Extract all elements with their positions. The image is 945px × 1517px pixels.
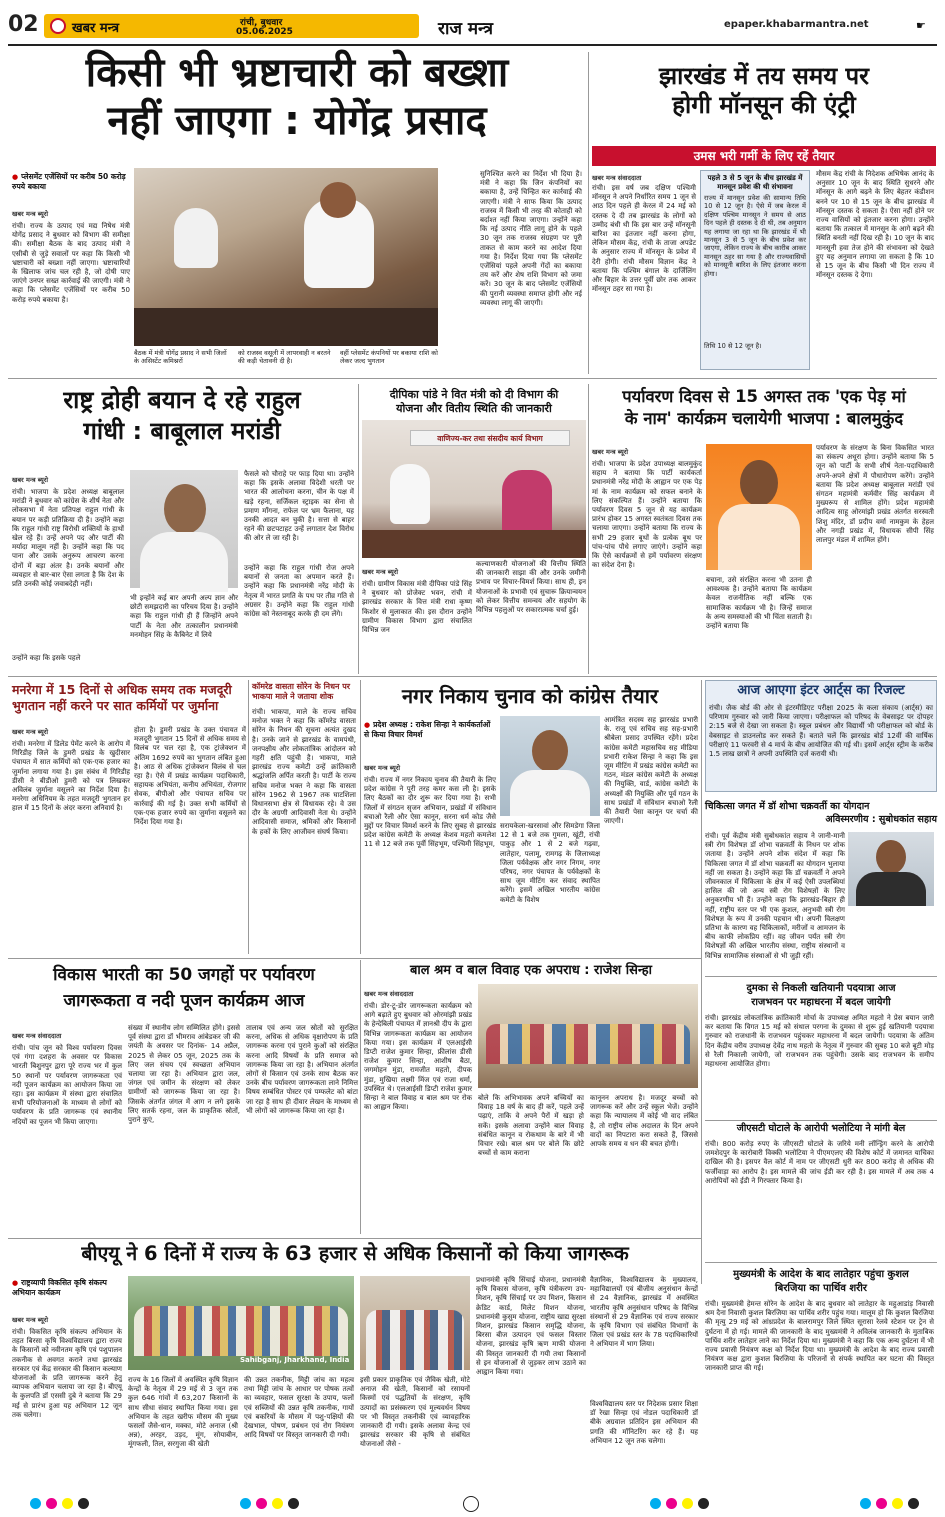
- registration-dot: [62, 1498, 73, 1509]
- dipika-col1: रांची। ग्रामीण विकास मंत्री दीपिका पांडे सिंह ने बुधवार को प्रोजेक्ट भवन, रांची में झारखंड सरकार के वित्त मंत्री राधा कृष्ण किशोर से मुलाकात की। इस दौरान उन्होंने ग्रामीण विकास विभाग द्वारा संचालित विभिन्न जन: [362, 580, 472, 635]
- people-group: [366, 1310, 464, 1370]
- lead-col4: इसी प्रकार प्राकृतिक एवं जैविक खेती, मोटे अनाज की खेती, किसानों को रसायनों किस्मों एवं पद्धतियों के संरक्षण, कृषि उत्पादों का प्रसंस्करण एवं मूल्यवर्धन विषय पर भी विस्तृत तकनीकी एवं व्यावहारिक जानकारी दी गयी। इसके अलावा केन्द्र एवं झारखंड सरकार की कृषि से संबंधित योजनाओं जैसे -: [360, 1376, 470, 1449]
- registration-dot: [256, 1498, 267, 1509]
- monsoon-col3: मौसम केंद्र रांची के निदेशक अभिषेक आनंद के अनुसार 10 जून के बाद स्थिति सुधरने और मॉनसून के आगे बढ़ने के लिए बेहतर कंडीशन बनने पर 10 से 15 जून के बीच झारखंड में मॉनसून दस्तक दे सकता है। ऐसा नहीं होने पर राज्य वासियों को इंतजार करना होगा। उन्होंने बताया कि तत्काल में मानसून के आगे बढ़ने की स्थिति बनती नहीं दिख रही है। 10 जून के बाद मानसूनी हवा तेज होने की संभावना को देखते हुए यह अनुमान लगाया जा सकता है कि 10 से 15 जून के बीच किसी भी दिन राज्य में मॉनसून दस्तक दे देगा।: [816, 170, 934, 280]
- lead-photo-2: [360, 1276, 470, 1370]
- lead-byline: खबर मन्त्र ब्यूरो: [12, 1316, 49, 1324]
- divider: [360, 960, 361, 1234]
- dipika-photo: [362, 420, 586, 558]
- divider: [588, 384, 589, 674]
- vikas-byline: खबर मन्त्र संवाददाता: [12, 1032, 62, 1040]
- congress-byline: खबर मन्त्र ब्यूरो: [364, 764, 401, 772]
- registration-dot: [860, 1498, 871, 1509]
- gst-text: रांची। 800 करोड़ रुपए के जीएसटी घोटाले के जरिये मनी लॉन्ड्रिंग करने के आरोपी जमशेदपुर के कारोबारी विक्की भलोटिया ने पीएमएलए की विशेष कोर्ट में जमानत याचिका दाखिल की है। इसपर वैल कोर्ट में नाम पर जीएसटी धुरी कर 800 करोड़ से अधिक की फर्जीवाड़ा का आरोप है। इस मामले की जांच ईडी कर रही है। इस मामले में अब तक 4 आरोपियों को ईडी ने गिरफ्तार किया है।: [705, 1140, 934, 1185]
- yogendra-caption-2: को राजस्व वसूली में लापरवाही न बरतने की कड़ी चेतावनी दी है।: [238, 349, 331, 365]
- registration-dot: [666, 1498, 677, 1509]
- mnrega-col2: होता है। डुमरी प्रखंड के उक्त पंचायत में मजदूरी भुगतान 15 दिनों से अधिक समय से विलंब पर चल रहा है, एक ट्रांजेक्शन में अंतिम 1692 रुपये का भुगतान लंबित हुआ है। आठ से अधिक ट्रांजेक्शन विलंब से चल रहा है। ऐसे में प्रखंड कार्यक्रम पदाधिकारी, सहायक अभियंता, कनीय अभियंता, रोजगार सेवक, बीपीओ और पंचायत सचिव पर कार्रवाई की गई है। उक्त सभी कर्मियों से एक-एक हजार रुपये का जुर्माना वसूलने का निर्देश दिया गया है।: [134, 726, 246, 827]
- person-head: [164, 484, 206, 534]
- divider: [8, 1238, 701, 1239]
- child-col2: बोले कि अभिभावक अपने बच्चियों का विवाह 18 वर्ष के बाद ही करें, पहले उन्हें पढ़ाएं, ताकि वे अपने पैरों में खड़ा हो सकें। इसके अलावा उन्होंने बाल विवाह संबंधित कानून व रोकथाम के बारे में भी विचार रखे। बाल श्रम पर बोले कि छोटे बच्चों से काम कराना: [478, 1094, 584, 1158]
- yogendra-byline: खबर मन्त्र ब्यूरो: [12, 210, 49, 218]
- divider: [358, 384, 359, 674]
- rahul-col-left-bottom: भी इन्होंने कई बार अपनी अल्प ज्ञान और छोटी समझदारी का परिचय दिया है। उन्होंने कहा कि राहुल गांधी ही हैं जिन्होंने अपने पार्टी के नेता और तत्कालीन प्रधानमंत्री मनमोहन सिंह के कैबिनेट में लिये: [130, 594, 238, 639]
- masthead-section: राज मन्त्र: [438, 19, 493, 39]
- bjp-col2: बचाना, उसे संरक्षित करना भी उतना ही आवश्यक है। उन्होंने बताया कि कार्यक्रम केवल राजनीतिक नहीं बल्कि एक सामाजिक कार्यक्रम भी है। जिन्हें समाज के अन्य समस्याओं की भी चिंता सताती है। उन्होंने बताया कि: [706, 576, 812, 631]
- mnrega-byline: खबर मन्त्र ब्यूरो: [12, 728, 49, 736]
- dipika-headline: दीपिका पांडे ने वित मंत्री को दी विभाग की योजना और वितीय स्थिति की जानकारी: [389, 388, 559, 415]
- yogendra-headline: किसी भी भ्रष्टाचारी को बख्शा नहीं जाएगा : योगेंद्र प्रसाद: [85, 50, 509, 144]
- registration-dot: [908, 1498, 919, 1509]
- vikas-col1: रांची। पांच जून को विश्व पर्यावरण दिवस एवं गंगा दशहरा के अवसर पर विकास भारती बिशुनपुर द्वारा पूरे राज्य भर में कुल 50 स्थानों पर पर्यावरण जागरूकता एवं नदी पूजन कार्यक्रम का आयोजन किया जा रहा। इस कार्यक्रम में संस्था द्वारा संचालित सभी परियोजनाओं के माध्यम से लोगों को पर्यावरण के प्रति जागरूक एवं स्थानीय नदियों का पूजन भी किया जाएगा।: [12, 1044, 122, 1126]
- registration-dot: [46, 1498, 57, 1509]
- registration-dot: [78, 1498, 89, 1509]
- monsoon-box-text: राज्य में मानसून प्रवेश की सामान्य तिथि 10 से 12 जून है। ऐसे में जब केरल में दक्षिण पश्चिम मानसून ने समय से आठ दिन पहले ही दस्तक दे दी थी, तब अनुमान यह लगाया जा रहा था कि झारखंड में भी मानसून 3 से 5 जून के बीच प्रवेश कर जाएगा, लेकिन राज्य के बीच कारीब आकर मानसून ठहर सा गया है और राज्यवासियों को मानसूनी बारिश के लिए इंतजार करना होगा।: [704, 194, 806, 278]
- yogendra-photo: [134, 168, 438, 346]
- shobha-text: रांची। पूर्व केंद्रीय मंत्री सुबोधकांत सहाय ने जानी-मानी स्त्री रोग विशेषज्ञ डॉ शोभा चक्रवर्ती के निधन पर शोक जताया है। उन्होंने अपने शोक संदेश में कहा कि चिकित्सा जगत में डॉ शोभा चक्रवर्ती का योगदान भुलाया नहीं जा सकता है। उन्होंने कहा कि डॉ चक्रवर्ती ने अपने जीवनकाल में चिकित्सा के क्षेत्र में कई ऐसी उपलब्धियां हासिल की जो अन्य स्त्री रोग विशेषज्ञों के लिए अनुकरणीय भी हैं। उन्होंने कहा कि झारखंड-बिहार ही नहीं, राष्ट्रीय स्तर पर भी एक कुशल, अनुभवी स्त्री रोग विशेषज्ञ के रूप में उनकी पहचान थी। अपनी विलक्षण प्रतिभा के कारण वह चिकित्सकों, मरीजों व आमजन के बीच काफी लोकप्रिय रहीं। वह जीवन पर्यंत स्त्री रोग विशेषज्ञों की अखिल भारतीय संस्था, राष्ट्रीय संस्थानों व विभिन्न सामाजिक संस्थाओं से भी जुड़ी रहीं।: [705, 832, 845, 960]
- mukhyamantri-headline: मुख्यमंत्री के आदेश के बाद लातेहार पहुंचा कुशल बिरजिया का पार्थिव शरीर: [733, 1269, 909, 1294]
- divider: [588, 52, 589, 374]
- yogendra-caption-3: वहीं प्लेसमेंट कंपनियों पर बकाया राशि को लेकर जल्द भुगतान: [340, 349, 438, 365]
- mnrega-col1: रांची। मनरेगा में डिलेड पेमेंट करने के आरोप में गिरिडीह जिले के डुमरी प्रखंड के खुदीसार पंचायत में सात कर्मियों को एक-एक हजार का जुर्माना लगाया गया है। इस संबंध में गिरिडीह डीसी ने बीडीओ डुमरी को पत्र लिखकर अविलंब जुर्माना वसूलने का निर्देश दिया है। मनरेगा अधिनियम के तहत मजदूरी भुगतान हर हाल में 15 दिनों के अंदर करना अनिवार्य है।: [12, 740, 130, 813]
- person-head: [740, 460, 778, 506]
- mnrega-headline: मनरेगा में 15 दिनों से अधिक समय तक मजदूरी भुगतान नहीं करने पर सात कर्मियों पर जुर्माना: [12, 682, 232, 713]
- congress-kicker: ● प्रदेश अध्यक्ष : राकेश सिन्हा ने कार्यकर्ताओं से किया विचार विमर्श: [364, 720, 494, 739]
- monsoon-box-title: पहले 3 से 5 जून के बीच झारखंड में मानसून प्रवेश की थी संभावना: [707, 174, 803, 191]
- rakesh-photo: [500, 716, 600, 816]
- dipika-byline: खबर मन्त्र ब्यूरो: [362, 568, 399, 576]
- divider: [705, 1262, 937, 1263]
- child-headline: बाल श्रम व बाल विवाह एक अपराध : राजेश सिन्हा: [409, 963, 653, 978]
- registration-dot: [30, 1498, 41, 1509]
- dipika-col2: कल्याणकारी योजनाओं की वित्तीय स्थिति की जानकारी साझा की और उनके जमीनी प्रभाव पर विचार-विमर्श किया। साथ ही, इन योजनाओं के प्रभावी एवं सुचारू क्रियान्वयन को लेकर वित्तीय समन्वय और सहयोग के विभिन्न पहलुओं पर सकारात्मक चर्चा हुई।: [476, 560, 586, 615]
- person-head: [320, 182, 356, 218]
- rahul-headline: राष्ट्र द्रोही बयान दे रहे राहुल गांधी : बाबूलाल मरांडी: [63, 386, 301, 446]
- rahul-col2: फैसले को चौराहे पर फाड़ दिया था। उन्होंने कहा कि इसके अलावा विदेशी धरती पर भारत की आलोचना करना, चीन के पक्ष में खड़े रहना, सर्जिकल स्ट्राइक का सेना से प्रमाण माँगना, राफेल पर भ्रम फैलाना, यह उनकी आदत बन चुकी है। सत्ता से बाहर रहने की छटपटाहट उन्हें लगातार देश विरोध की ओर ले जा रही है।: [244, 470, 354, 543]
- person-head: [532, 730, 568, 772]
- fatwa-text: रांची। झारखंड लोकतांत्रिक क्रांतिकारी मोर्चा के उपाध्यक्ष अमित महतो ने प्रेस बयान जारी कर बताया कि विगत 15 मई को संथाल परगना के दुमका से शुरू हुई खतियानी पदयात्रा गुरुवार को राजधानी के राजभवन पहुंचकर महाधरना में बदल जायेगी। पदयात्रा के अंतिम दिन केंद्रीय वरीय उपाध्यक्ष देवेंद्र नाथ महतो के नेतृत्व में गुरुवार की सुबह 10 बजे बूटी मोड़ से रैली निकाली जायेगी, जो राजभवन तक पहुंचेगी। उसके बाद राजभवन के समीप महाधरना आयोजित होगा।: [705, 1014, 934, 1069]
- lead-photo: [128, 1276, 354, 1370]
- rahul-col1: रांची। भाजपा के प्रदेश अध्यक्ष बाबूलाल मरांडी ने बुधवार को कांग्रेस के शीर्ष नेता और लोकसभा में नेता प्रतिपक्ष राहुल गांधी के बयान पर कड़ी प्रतिक्रिया दी है। उन्होंने कहा कि राहुल गांधी राष्ट्र विरोधी शक्तियों के हाथों खेल रहे हैं। उन्हें अपने पद और पार्टी की मर्यादा मालूम नहीं है। उन्होंने कहा कि पद पाना और उसके अनुरूप आचरण करना दोनों में बड़ा अंतर है। उनके बयानों और व्यवहार से बार-बार ऐसा लगता है कि देश के प्रति उनकी कोई जवाबदेही नहीं।: [12, 488, 124, 589]
- person-head: [876, 840, 906, 874]
- kalpana-headline: कॉमरेड वासता सोरेन के निधन पर भाकपा माले ने जताया शोक: [252, 682, 351, 701]
- divider: [8, 676, 937, 677]
- footer-marks: [0, 1496, 945, 1512]
- vikas-col3: तालाब एवं अन्य जल स्रोतों को सुरक्षित करना, अधिक से अधिक वृक्षारोपण के प्रति जागरूक करना एवं पुराने कुओं को संरक्षित करना आदि विषयों के प्रति समाज को जागरूक किया जा रहा है। अभियान अंतर्गत लोगों से किसान एवं उनके साथ बैठक कर उनके बीच पर्यावरण जागरूकता लाने निमित्त विषय सम्बंधित पोस्टर एवं पम्फलेट को बांटा जा रहा है साथ ही दीवार लेखन के माध्यम से भी लोगों को जागरूक किया जा रहा है।: [246, 1024, 358, 1115]
- person-figure: [510, 770, 590, 816]
- lead-headline: बीएयू ने 6 दिनों में राज्य के 63 हजार से अधिक किसानों को किया जागरूक: [81, 1242, 629, 1265]
- lead-col6b: विश्वविद्यालय स्तर पर निदेशक प्रसार शिक्षा डॉ रेखा सिन्हा एवं नोडल पदाधिकारी डॉ बीके अग्रवाल प्रतिदिन इस अभियान की प्रगति की मॉनिटरिंग कर रहे हैं। यह अभियान 12 जून तक चलेगा।: [590, 1400, 698, 1445]
- lead-col2: राज्य के 16 जिलों में अवस्थित कृषि विज्ञान केन्द्रों के नेतृत्व में 29 मई से 3 जून तक कुल 646 गांवों में 63,207 किसानों के साथ सीधा संवाद स्थापित किया गया। इस अभियान के तहत खरीफ मौसम की मुख्य फसलों जैसे-धान, मक्का, मोटे अनाज (श्री अन्न), अरहर, उड़द, मूंग, सोयाबीन, मूंगफली, तिल, सरगुजा की खेती: [128, 1376, 238, 1449]
- divider: [360, 680, 361, 954]
- people-group: [486, 1024, 690, 1064]
- person-figure: [174, 208, 218, 268]
- registration-dot: [272, 1498, 283, 1509]
- mukhyamantri-text: रांची। मुख्यमंत्री हेमन्त सोरेन के आदेश के बाद बुधवार को लातेहार के महुआडांड़ निवासी श्रम दैना निवासी कुशल बिरजिया का पार्थिव शरीर पहुंच गया। मालूम हो कि कुशल बिरजिया की मृत्यु 29 मई को आंध्रप्रदेश के बालरामपुर जिले स्थित सूरासा रेलवे स्टेशन पर ट्रेन से दुर्घटना में हो गई। मामले की जानकारी के बाद मुख्यमंत्री ने अविलंब जानकारी के मुताबिक पार्थिव शरीर लातेहार लाने का निर्देश दिया था। मुख्यमंत्री ने कहा कि एक अन्य दुर्घटना में भी राज्य प्रवासी नियंत्रण कक्ष को निर्देश दिया था। मुख्यमंत्री के आदेश के बाद राज्य प्रवासी नियंत्रण कक्ष द्वारा कुशल बिरजिया के परिजनों से संपर्क स्थापित कर घटना की विस्तृत जानकारी प्राप्त की गई।: [705, 1300, 934, 1373]
- lead-col6: वैज्ञानिक, विश्वविद्यालय के मुख्यालय, महाविद्यालयों एवं बीजीय अनुसंधान केन्द्रों से 24 वैज्ञानिक, झारखंड में अवस्थित भारतीय कृषि अनुसंधान परिषद के विभिन्न संस्थानों से 29 वैज्ञानिक एवं राज्य सरकार के कृषि विभाग एवं संबंधित विभागों के जिला एवं प्रखंड स्तर के 78 पदाधिकारियों ने अभियान में भाग लिया।: [590, 1276, 698, 1349]
- person-figure: [856, 872, 926, 906]
- registration-dot: [288, 1498, 299, 1509]
- divider: [8, 958, 701, 959]
- kalpana-text: रांची। भाकपा, माले के राज्य सचिव मनोज भक्त ने कहा कि कॉमरेड वासता सोरेन के निधन की सूचना अत्यंत दुखद है। उनके जाने से झारखंड के वामपंथी, जनपक्षीय और लोकतांत्रिक आंदोलन को गहरी क्षति पहुंची है। भाकपा, माले झारखंड राज्य कमेटी उन्हें क्रांतिकारी श्रद्धांजलि अर्पित करती है। पार्टी के राज्य सचिव मनोज भक्त ने कहा कि वासता सोरेन 1962 से 1967 तक घाटशिला विधानसभा क्षेत्र से विधायक रहे। वे उस दौर के अग्रणी आदिवासी नेता थे। उन्होंने आदिवासी समाज, श्रमिकों और किसानों के हकों के लिए आजीवन संघर्ष किया।: [252, 708, 356, 836]
- masthead-brand: खबर मन्त्र: [72, 21, 120, 36]
- yogendra-kicker: ● प्लेसमेंट एजेंसियों पर करीब 50 करोड़ रुपये बकाया: [12, 172, 130, 191]
- yogendra-caption-1: बैठक में मंत्री योगेंद्र प्रसाद ने सभी जिलों के असिस्टेंट कमिश्नरों: [134, 349, 227, 365]
- inter-headline: आज आएगा इंटर आर्ट्स का रिजल्ट: [737, 683, 905, 698]
- bjp-headline: पर्यावरण दिवस से 15 अगस्त तक 'एक पेड़ मां के नाम' कार्यक्रम चलायेगी भाजपा : बालमुकुंद: [622, 387, 906, 428]
- child-col1: रांची। डोर-टू-डोर जागरूकता कार्यक्रम को आगे बढ़ाते हुए बुधवार को ओरमांझी प्रखंड के हेन्देबिली पंचायत में ज्ञानश्री दीप के द्वारा विभिन्न जागरूकता कार्यक्रम का आयोजन किया गया। इस कार्यक्रम में एलआईसी डिप्टी राजेश कुमार सिन्हा, फ्रीलांस डीसी राजेश कुमार सिन्हा, आशीष बैठा, जगमोहन मुंडा, रामजीत महतो, दीपक मुंडा, मुखिया लक्ष्मी मिंज एवं राजा धर्मा, उपस्थित थे। एलआईसी डिप्टी राजेश कुमार सिन्हा ने बाल विवाह व बाल श्रम पर रोक का आह्वान किया।: [364, 1002, 472, 1112]
- divider: [8, 378, 937, 379]
- person-figure: [718, 504, 800, 570]
- yogendra-col1: रांची। राज्य के उत्पाद एवं मद्य निषेध मंत्री योगेंद्र प्रसाद ने बुधवार को विभाग की समीक्षा की। समीक्षा बैठक के बाद उत्पाद मंत्री ने एसीबी से जुड़े सवालों पर कहा कि किसी भी भ्रष्टाचारी को बख्शा नहीं जाएगा। भ्रष्टाचारियों के खिलाफ जांच चल रही है, जो दोषी पाए जाएंगे उनपर सख्त कार्रवाई की जाएगी। मंत्री ने कहा कि प्लेसमेंट एजेंसियों पर करीब 50 करोड़ रुपये बकाया है।: [12, 222, 130, 304]
- registration-dot: [240, 1498, 251, 1509]
- congress-col1: रांची। राज्य में नगर निकाय चुनाव की तैयारी के लिए प्रदेश कांग्रेस ने पूरी तरह कमर कस ली है। इसके लिए बैठकों का दौर शुरू कर दिया गया है। सभी जिलों में संगठन सृजन अभियान, प्रखंडों में संविधान बचाओ रैली और ऐसा कानून, सरना धर्म कोड जैसे मुद्दों पर विचार विमर्श करने के लिए सुबह से झारखंड प्रदेश कांग्रेस कमेटी के अध्यक्ष केशव महतो कमलेश 11 से 12 बजे तक पूर्वी सिंहभूम, पश्चिमी सिंहभूम,: [364, 776, 496, 849]
- photo-location-caption: Sahibganj, Jharkhand, India: [240, 1356, 350, 1364]
- registration-dot: [892, 1498, 903, 1509]
- marandi-photo: [130, 470, 238, 588]
- child-col3: कानूनन अपराध है। मजदूर बच्चों को जागरूक करें और उन्हें स्कूल भेजें। उन्होंने कहा कि न्यायालय में कोई भी वाद लंबित है, तो राष्ट्रीय लोक अदालत के दिन अपने वादों का निपटारा करा सकते हैं, जिससे आपके समय व धन की बचत होगी।: [590, 1094, 698, 1149]
- registration-dot: [650, 1498, 661, 1509]
- person-figure: [390, 464, 430, 524]
- monsoon-box: [700, 170, 810, 370]
- cursor-icon: ☛: [916, 19, 926, 32]
- vikas-col2: संख्या में स्थानीय लोग सम्मिलित होंगे। इससे पूर्व संस्था द्वारा डॉ भीमराव आंबेडकर जी की जयंती के अवसर पर दिनांक- 14 अप्रैल, 2025 से लेकर 05 जून, 2025 तक के लिए जल संचय एवं स्वच्छता अभियान चलाया जा रहा है। अभियान द्वारा जल, जंगल एवं जमीन के संरक्षण को लेकर ग्रामीणों को जागरूक किया जा रहा है। जिसके अंतर्गत जंगल में आग न लगे इसके लिए सतर्क रहना, जल के प्राकृतिक स्रोतों, पुराने कुएं,: [128, 1024, 240, 1125]
- balmukund-photo: [706, 444, 812, 570]
- congress-col2: सरायकेला-खरसावां और सिमडेगा जिला 12 से 1 बजे तक गुमला, खूंटी, रांची पाकुड़ और 1 से 2 बजे गढ़वा, लातेहार, पलामू, रामगढ़ के जिलाध्यक्ष जिला पर्यवेक्षक और नगर निगम, नगर परिषद, नगर पंचायत के पर्यवेक्षकों के साथ जूम मीटिंग कर संवाद स्थापित करेंगे। इसमें अखिल भारतीय कांग्रेस कमेटी के विशेष: [500, 822, 600, 904]
- monsoon-banner: उमस भरी गर्मी के लिए रहें तैयार: [592, 146, 936, 166]
- congress-headline: नगर निकाय चुनाव को कांग्रेस तैयार: [401, 684, 659, 708]
- monsoon-box-foot: तिथि 10 से 12 जून है।: [704, 342, 762, 350]
- person-figure: [140, 532, 228, 592]
- bjp-byline: खबर मन्त्र ब्यूरो: [592, 448, 629, 456]
- logo-icon: [50, 18, 66, 34]
- page-number: 02: [8, 12, 39, 37]
- rahul-col2b: उन्होंने कहा कि राहुल गांधी रोज अपने बयानों से जनता का अपमान करते हैं। उन्होंने कहा कि प्रधानमंत्री नरेंद्र मोदी के नेतृत्व में भारत प्रगति के पथ पर तीव्र गति से अग्रसर है। उन्होंने कहा कि राहुल गांधी कांग्रेस को नेस्तनाबूद करके ही दम लेंगे।: [244, 564, 354, 619]
- masthead: [8, 10, 937, 42]
- bjp-col1: रांची। भाजपा के प्रदेश उपाध्यक्ष बालमुकुंद सहाय ने बताया कि पार्टी कार्यकर्ता प्रधानमंत्री नरेंद्र मोदी के आह्वान पर एक पेड़ मां के नाम कार्यक्रम को सफल बनाने के लिए संकल्पित हैं। उन्होंने बताया कि पर्यावरण दिवस 5 जून से यह कार्यक्रम प्रारंभ होकर 15 अगस्त स्वतंत्रता दिवस तक चलाया जाएगा। उन्होंने बताया कि राज्य के सभी 29 हजार बूथों के प्रत्येक बूथ पर पांच-पांच पौधे लगाए जाएंगे। उन्होंने कहा कि ऐसे कार्यक्रमों से हमें पर्यावरण संरक्षण का संदेश देना है।: [592, 460, 702, 570]
- rahul-col1b: उन्होंने कहा कि इसके पहले: [12, 654, 81, 662]
- shobha-headline: चिकित्सा जगत में डॉ शोभा चक्रवर्ती का योगदान अविस्मरणीय : सुबोधकांत सहाय: [705, 801, 937, 825]
- inter-text: रांची। जैक बोर्ड की ओर से इंटरमीडिएट परीक्षा 2025 के कला संकाय (आर्ट्स) का परिणाम गुरुवार को जारी किया जाएगा। परीक्षाफल को परिषद के वेबसाइट पर दोपहर 2:15 बजे से देखा जा सकता है। स्कूल प्रबंधन और विद्यार्थी भी परीक्षाफल को बोर्ड के वेबसाइट से डाउनलोड कर सकते हैं। बताते चलें कि झारखंड बोर्ड 12वीं की वार्षिक परीक्षाएं 11 फरवरी से 4 मार्च के बीच आयोजित की गई थी। इसमें आर्ट्स स्ट्रीम के करीब 1.5 लाख छात्रों ने अपनी उपस्थिति दर्ज करायी थी।: [709, 704, 933, 759]
- lead-kicker: ● राष्ट्रव्यापी विकसित कृषि संकल्प अभियान कार्यक्रम: [12, 1278, 122, 1297]
- bjp-col3: पर्यावरण के संरक्षण के बिना विकसित भारत का संकल्प अधूरा होगा। उन्होंने बताया कि 5 जून को पार्टी के सभी शीर्ष नेता-पदाधिकारी अपने-अपने क्षेत्रों में पौधारोपण करेंगे। उन्होंने बताया कि प्रदेश अध्यक्ष बाबूलाल मरांडी एवं संगठन महामंत्री कर्मवीर सिंह कार्यक्रम में मुख्यरूप से शामिल होंगे। प्रदेश महामंत्री आदित्य साहू ओरमांझी प्रखंड अंतर्गत सरस्वती शिशु मंदिर, डॉ प्रदीप वर्मा नामकुम के हेहल और नगड़ी प्रखंड में, विधायक सीपी सिंह लालपुर मंडल में शामिल होंगे।: [816, 444, 934, 545]
- vikas-headline: विकास भारती का 50 जगहों पर पर्यावरण जागरूकता व नदी पूजन कार्यक्रम आज: [53, 965, 315, 1011]
- fatwa-headline: दुमका से निकली खतियानी पदयात्रा आज राजभवन पर महाधरना में बदल जायेगी: [746, 983, 896, 1008]
- subodhkant-photo: [848, 832, 934, 906]
- lead-col1: रांची। विकसित कृषि संकल्प अभियान के तहत बिरसा कृषि विश्वविद्यालय द्वारा राज्य के किसानों को नवीनतम कृषि एवं पशुपालन तकनीक से अवगत कराने तथा झारखंड सरकार एवं केंद्र सरकार की किसान कल्याण योजनाओं के प्रति जागरूक करने हेतु व्यापक अभियान चलाया जा रहा है। बीएयू के कुलपति डॉ एससी दुबे ने बताया कि 29 मई से प्रारंभ हुआ यह अभियान 12 जून तक चलेगा।: [12, 1328, 122, 1419]
- masthead-date: 05.06.2025: [236, 27, 293, 37]
- people-group: [134, 1306, 348, 1356]
- table-shape: [362, 530, 586, 558]
- masthead-city: रांची, बुधवार: [240, 18, 283, 28]
- registration-dot: [682, 1498, 693, 1509]
- registration-dot: [876, 1498, 887, 1509]
- masthead-epaper[interactable]: epaper.khabarmantra.net: [724, 19, 869, 30]
- divider: [248, 680, 249, 954]
- gst-headline: जीएसटी घोटाले के आरोपी भलोटिया ने मांगी बेल: [736, 1123, 906, 1134]
- masthead-rule: [8, 44, 937, 46]
- divider: [701, 680, 702, 1284]
- divider: [705, 1120, 937, 1121]
- child-photo: [478, 984, 698, 1088]
- monsoon-headline: झारखंड में तय समय पर होगी मॉनसून की एंट्री: [659, 62, 869, 120]
- crosshair-icon: [463, 1496, 479, 1512]
- lead-col3: की उन्नत तकनीक, मिट्टी जांच का महत्व तथा मिट्टी जांच के आधार पर पोषक तत्वों का व्यवहार, फसल सुरक्षा के उपाय, फलों एवं सब्जियों की उन्नत कृषि तकनीक, गायों एवं बकरियों के मौसम में पशु-पक्षियों की देखभाल, पोषण, प्रबंधन एवं रोग नियंत्रण आदि विषयों पर विस्तृत जानकारी दी गयी।: [244, 1376, 354, 1440]
- shobha-text-cont: [705, 912, 934, 972]
- monsoon-byline: खबर मन्त्र संवाददाता: [592, 174, 642, 182]
- registration-dot: [698, 1498, 709, 1509]
- congress-col3: आमंत्रित सदस्य सह झारखंड प्रभारी के. राजू एवं सचिव सह सह-प्रभारी श्रीबेला प्रसाद उपस्थित रहेंगे। प्रदेश कांग्रेस कमेटी महासचिव सह मीडिया प्रभारी राकेश सिन्हा ने कहा कि इस जूम मीटिंग में प्रखंड कांग्रेस कमेटी का गठन, मंडल कांग्रेस कमेटी के अध्यक्ष की नियुक्ति, वार्ड, कांग्रेस कमेटी के अध्यक्षों की नियुक्ति और पूर्व गठन के साथ प्रखंडों में संविधान बचाओ रैली की तैयारी पेसा कानून पर चर्चा की जाएगी।: [604, 716, 698, 826]
- rahul-byline: खबर मन्त्र ब्यूरो: [12, 476, 49, 484]
- department-sign: वाणिज्य-कर तथा संसदीय कार्य विभाग: [410, 430, 570, 446]
- yogendra-col2: सुनिश्चित करने का निर्देश भी दिया है। मंत्री ने कहा कि जिन कंपनियों का बकाया है, उन्हें चिन्हित कर कार्रवाई की जाएगी। मंत्री ने साफ किया कि उत्पाद राजस्व में किसी भी तरह की कोताही को बर्दाश्त नहीं किया जाएगा। उन्होंने कहा कि नई उत्पाद नीति लागू होने के पहले 30 जून तक राजस्व संग्रहण पर पूरी ताकत से काम करने का आदेश दिया गया है। निर्देश दिया गया कि प्लेसमेंट एजेंसियां पहले अपनी गेंदों का बकाया तय करें और शेष राशि विभाग को जमा करें। 30 जून के बाद प्लेसमेंट एजेंसियों की पुरानी व्यवस्था समाप्त होगी और नई व्यवस्था लागू की जाएगी।: [480, 170, 582, 307]
- child-byline: खबर मन्त्र संवाददाता: [364, 990, 414, 998]
- monsoon-col1: रांची। इस वर्ष जब दक्षिण पश्चिमी मॉनसून ने अपने निर्धारित समय 1 जून से आठ दिन पहले ही केरल में 24 मई को दस्तक दे दी तब झारखंड के लोगों को उम्मीद बंधी थी कि इस बार उन्हें मॉनसूनी बारिश का इंतजार नहीं करना होगा, लेकिन मौसम केंद्र, रांची के ताजा अपडेट के अनुसार राज्य में मॉनसून के प्रवेश में देरी होगी। रांची मौसम विज्ञान केंद्र ने बताया कि पश्चिम बंगाल के दार्जिलिंग और बिहार के उत्तर पूर्वी छोर तक आकर मॉनसून ठहर सा गया है।: [592, 184, 696, 294]
- table-shape: [134, 308, 438, 346]
- lead-col5: प्रधानमंत्री कृषि सिंचाई योजना, प्रधानमंत्री कृषि विकास योजना, कृषि यंत्रीकरण उप-मिशन, कृषि सिंचाई पर उप मिशन, किसान क्रेडिट कार्ड, मिलेट मिशन योजना, प्रधानमंत्री कुसुम योजना, राष्ट्रीय खाद्य सुरक्षा मिशन, झारखंड किसान समृद्धि योजना, बिरसा बीज उत्पादन एवं फसल विस्तार योजना, झारखंड कृषि ऋण माफी योजना की विस्तृत जानकारी दी गयी तथा किसानों से इन योजनाओं से जुड़कर लाभ उठाने का आह्वान किया गया।: [476, 1276, 586, 1377]
- divider: [705, 976, 937, 977]
